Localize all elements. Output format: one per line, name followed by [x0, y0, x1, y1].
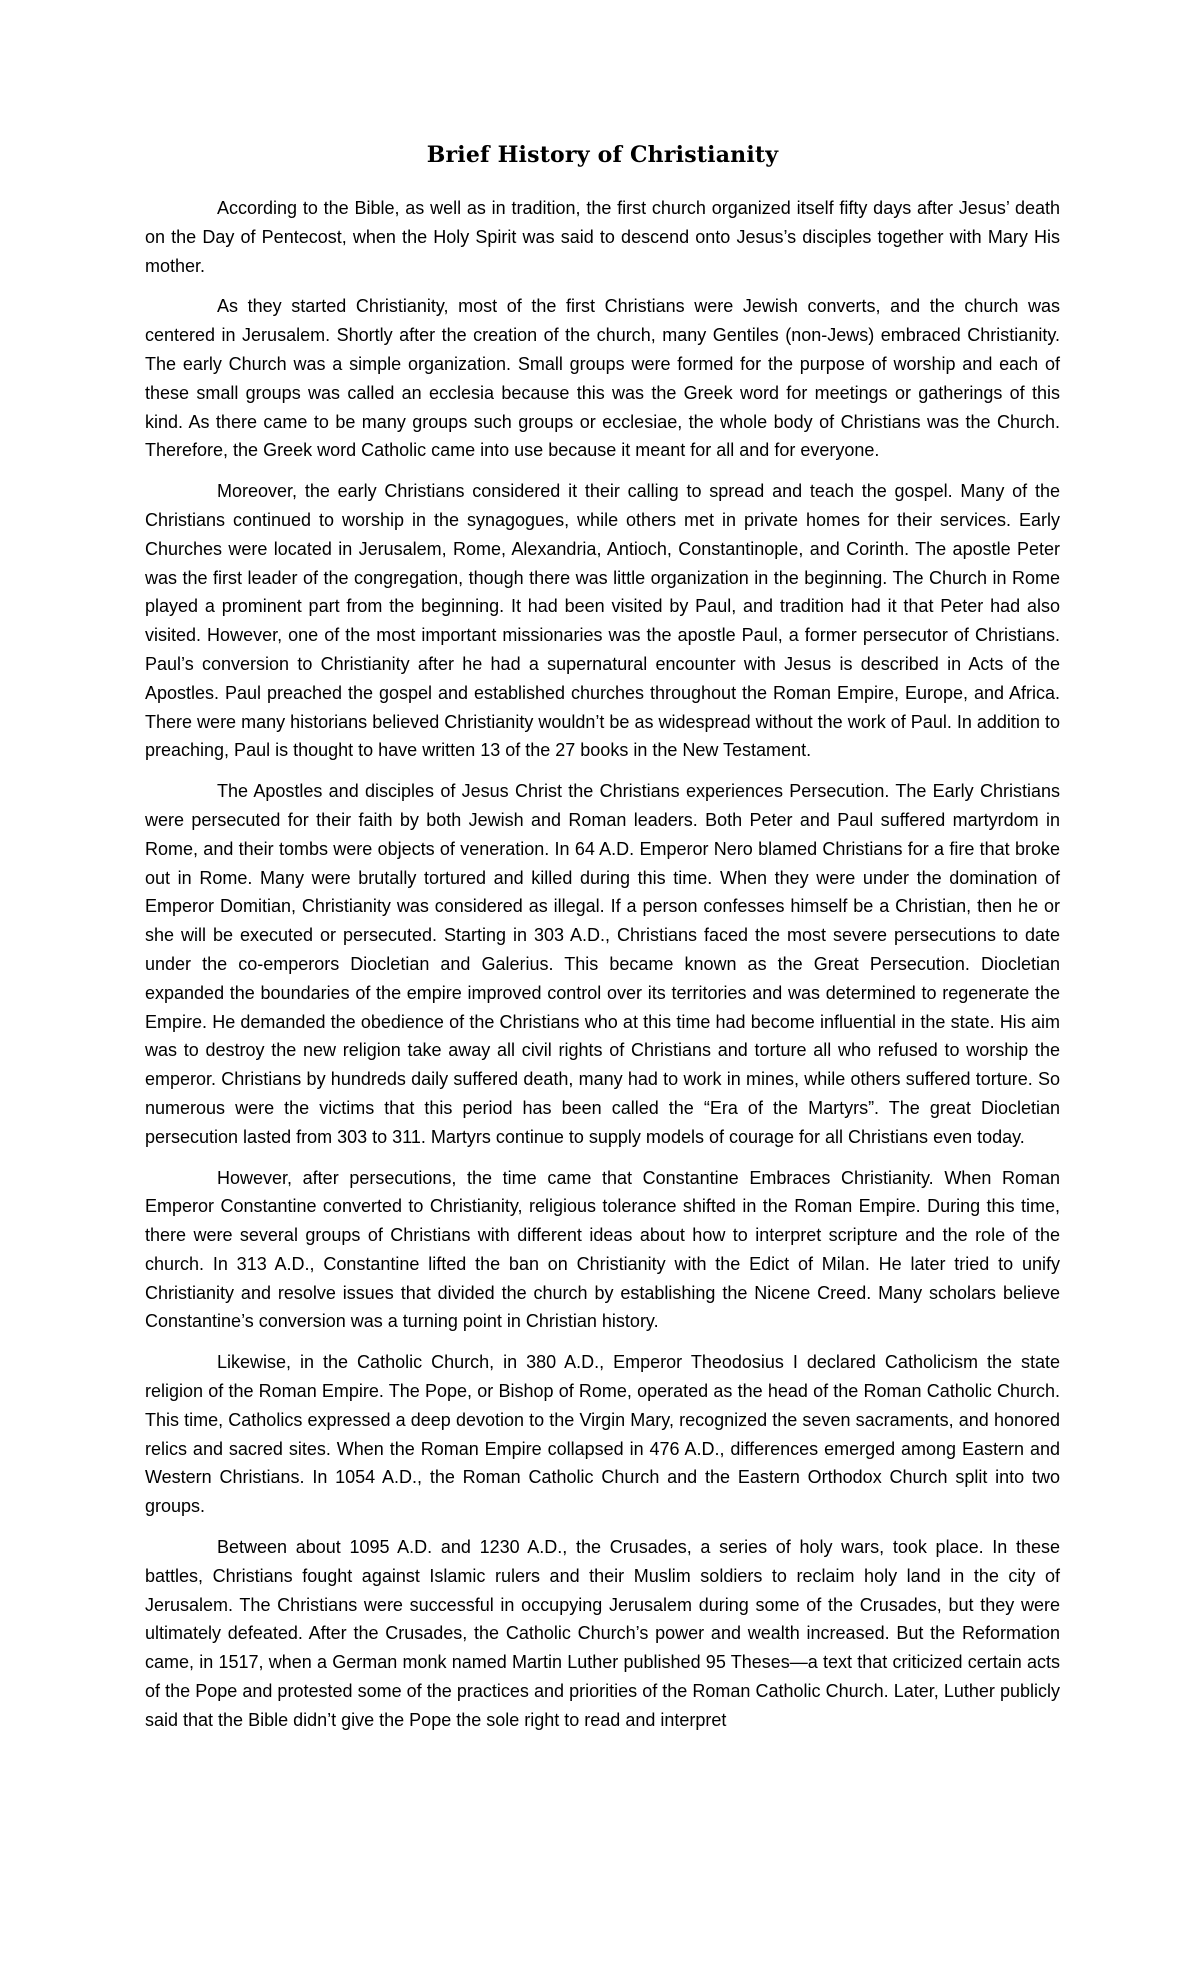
paragraph-1: According to the Bible, as well as in tradition, the first church organized itself fifty days after Jesus’ death on the Day of Pentecost, when the Holy Spirit was said to descend onto Jesus’s disciples together with Mary His mother.: [145, 198, 1060, 276]
document-title: Brief History of Christianity: [426, 142, 779, 168]
paragraph-4: The Apostles and disciples of Jesus Christ the Christians experiences Persecution. The Early Christians were persecuted for their faith by both Jewish and Roman leaders. Both Peter and Paul suffered martyrdom in Rome, and their tombs were objects of veneration. In 64 A.D. Emperor Nero blamed Christians for a fire that broke out in Rome. Many were brutally tortured and killed during this time. When they were under the domination of Emperor Domitian, Christianity was considered as illegal. If a person confesses himself be a Christian, then he or she will be executed or persecuted. Starting in 303 A.D., Christians faced the most severe persecutions to date under the co-emperors Diocletian and Galerius. This became known as the Great Persecution. Diocletian expanded the boundaries of the empire improved control over its territories and was determined to regenerate the Empire. He demanded the obedience of the Christians who at this time had become influential in the state. His aim was to destroy the new religion take away all civil rights of Christians and torture all who refused to worship the emperor. Christians by hundreds daily suffered death, many had to work in mines, while others suffered torture. So numerous were the victims that this period has been called the “Era of the Martyrs”. The great Diocletian persecution lasted from 303 to 311. Martyrs continue to supply models of courage for all Christians even today.: [145, 781, 1060, 1147]
paragraph-6: Likewise, in the Catholic Church, in 380 A.D., Emperor Theodosius I declared Catholicism the state religion of the Roman Empire. The Pope, or Bishop of Rome, operated as the head of the Roman Catholic Church. This time, Catholics expressed a deep devotion to the Virgin Mary, recognized the seven sacraments, and honored relics and sacred sites. When the Roman Empire collapsed in 476 A.D., differences emerged among Eastern and Western Christians. In 1054 A.D., the Roman Catholic Church and the Eastern Orthodox Church split into two groups.: [145, 1352, 1060, 1517]
paragraph-3: Moreover, the early Christians considered it their calling to spread and teach the gospel. Many of the Christians continued to worship in the synagogues, while others met in private homes for their services. Early Churches were located in Jerusalem, Rome, Alexandria, Antioch, Constantinople, and Corinth. The apostle Peter was the first leader of the congregation, though there was little organization in the beginning. The Church in Rome played a prominent part from the beginning. It had been visited by Paul, and tradition had it that Peter had also visited. However, one of the most important missionaries was the apostle Paul, a former persecutor of Christians. Paul’s conversion to Christianity after he had a supernatural encounter with Jesus is described in Acts of the Apostles. Paul preached the gospel and established churches throughout the Roman Empire, Europe, and Africa. There were many historians believed Christianity wouldn’t be as widespread without the work of Paul. In addition to preaching, Paul is thought to have written 13 of the 27 books in the New Testament.: [145, 481, 1060, 761]
paragraph-7: Between about 1095 A.D. and 1230 A.D., the Crusades, a series of holy wars, took place. In these battles, Christians fought against Islamic rulers and their Muslim soldiers to reclaim holy land in the city of Jerusalem. The Christians were successful in occupying Jerusalem during some of the Crusades, but they were ultimately defeated. After the Crusades, the Catholic Church’s power and wealth increased. But the Reformation came, in 1517, when a German monk named Martin Luther published 95 Theses—a text that criticized certain acts of the Pope and protested some of the practices and priorities of the Roman Catholic Church. Later, Luther publicly said that the Bible didn’t give the Pope the sole right to read and interpret: [145, 1537, 1060, 1730]
document-body: [145, 194, 1060, 1747]
paragraph-2: As they started Christianity, most of the first Christians were Jewish converts, and the church was centered in Jerusalem. Shortly after the creation of the church, many Gentiles (non-Jews) embraced Christianity. The early Church was a simple organization. Small groups were formed for the purpose of worship and each of these small groups was called an ecclesia because this was the Greek word for meetings or gatherings of this kind. As there came to be many groups such groups or ecclesiae, the whole body of Christians was the Church. Therefore, the Greek word Catholic came into use because it meant for all and for everyone.: [145, 296, 1060, 461]
paragraph-5: However, after persecutions, the time came that Constantine Embraces Christianity. When Roman Emperor Constantine converted to Christianity, religious tolerance shifted in the Roman Empire. During this time, there were several groups of Christians with different ideas about how to interpret scripture and the role of the church. In 313 A.D., Constantine lifted the ban on Christianity with the Edict of Milan. He later tried to unify Christianity and resolve issues that divided the church by establishing the Nicene Creed. Many scholars believe Constantine’s conversion was a turning point in Christian history.: [145, 1167, 1060, 1332]
